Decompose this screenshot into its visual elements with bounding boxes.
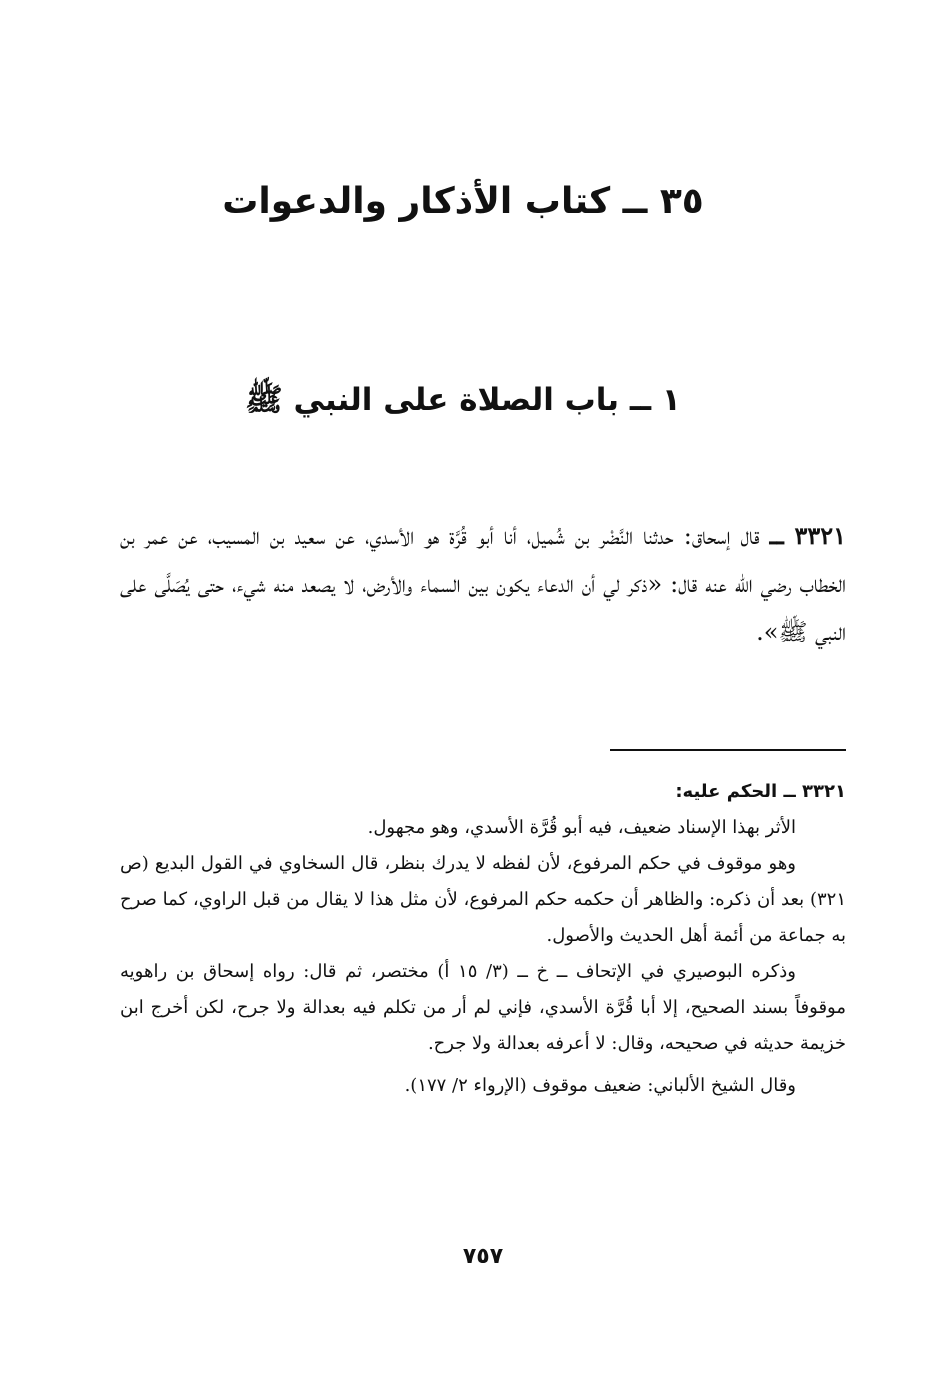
page-number: ٧٥٧ [462, 1244, 504, 1269]
footnote-paragraph: وقال الشيخ الألباني: ضعيف موقوف (الإرواء ٢/ ١٧٧). [404, 1075, 796, 1096]
footnote-section [120, 774, 846, 1104]
hadith-text [120, 512, 846, 656]
footnote-divider [610, 749, 846, 751]
hadith-body: قال إسحاق: حدثنا النَّضْر بن شُميل، أنا أبو قُرَّة هو الأسدي، عن سعيد بن المسيب، عن عمر بن الخطاب رضي الله عنه قال: «ذكر لي أن الدعاء يكون بين السماء والأرض، لا يصعد منه شيء، حتى يُصَلَّى على النبي ﷺ». [120, 522, 846, 646]
hadith-number: ٣٣٢١ ــ [769, 521, 846, 550]
footnote-heading: ٣٣٢١ ــ الحكم عليه: [675, 781, 846, 802]
chapter-title: ١ ــ باب الصلاة على النبي ﷺ [245, 382, 681, 418]
book-title: ٣٥ ــ كتاب الأذكار والدعوات [222, 181, 704, 222]
footnote-paragraph: وذكره البوصيري في الإتحاف ــ خ ــ (٣/ ١٥ أ) مختصر، ثم قال: رواه إسحاق بن راهويه موقوفاً بسند الصحيح، إلا أبا قُرَّة الأسدي، فإني لم أر من تكلم فيه بعدالة ولا جرح، لكن أخرج ابن خزيمة حديثه في صحيحه، وقال: لا أعرفه بعدالة ولا جرح. [120, 961, 846, 1054]
footnote-paragraph: الأثر بهذا الإسناد ضعيف، فيه أبو قُرَّة الأسدي، وهو مجهول. [367, 817, 796, 838]
footnote-paragraph: وهو موقوف في حكم المرفوع، لأن لفظه لا يدرك بنظر، قال السخاوي في القول البديع (ص ٣٢١) بعد أن ذكره: والظاهر أن حكمه حكم المرفوع، لأن مثل هذا لا يقال من قبل الراوي، كما صرح به جماعة من أئمة أهل الحديث والأصول. [120, 853, 846, 946]
